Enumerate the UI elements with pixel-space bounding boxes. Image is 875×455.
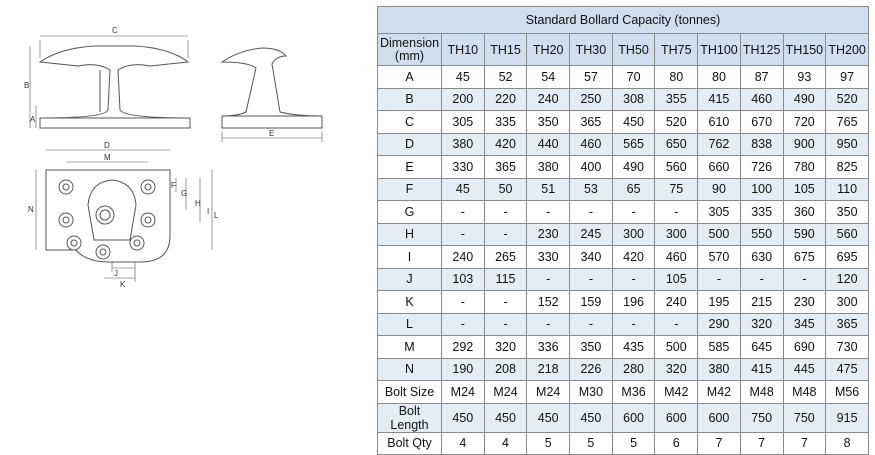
table-row <box>378 88 869 111</box>
table-cell: 53 <box>570 178 613 201</box>
table-cell: 350 <box>826 201 869 224</box>
table-cell: 360 <box>783 201 826 224</box>
table-cell: - <box>570 313 613 336</box>
table-cell: 190 <box>442 358 485 381</box>
table-cell: 590 <box>783 223 826 246</box>
table-row <box>378 246 869 269</box>
dim-label-j: J <box>114 269 118 278</box>
table-cell: 335 <box>740 201 783 224</box>
column-header: TH30 <box>570 34 613 66</box>
column-header: TH100 <box>698 34 741 66</box>
row-label: F <box>378 178 442 201</box>
table-cell: 610 <box>698 111 741 134</box>
table-cell: 520 <box>655 111 698 134</box>
table-cell: 265 <box>484 246 527 269</box>
table-cell: 490 <box>783 88 826 111</box>
row-label: B <box>378 88 442 111</box>
table-cell: - <box>442 223 485 246</box>
dimension-header-unit: (mm) <box>394 48 425 63</box>
table-cell: 100 <box>740 178 783 201</box>
table-cell: 80 <box>655 66 698 89</box>
table-cell: - <box>484 201 527 224</box>
table-cell: 57 <box>570 66 613 89</box>
table-cell: 450 <box>570 403 613 432</box>
table-row <box>378 111 869 134</box>
table-cell: 330 <box>527 246 570 269</box>
table-cell: - <box>484 291 527 314</box>
table-cell: M42 <box>655 381 698 404</box>
table-cell: - <box>570 201 613 224</box>
table-cell: 335 <box>484 111 527 134</box>
dimension-header <box>378 34 442 66</box>
dim-label-a: A <box>30 115 36 124</box>
table-cell: 900 <box>783 133 826 156</box>
table-cell: 50 <box>484 178 527 201</box>
table-cell: 8 <box>826 432 869 455</box>
table-cell: 103 <box>442 268 485 291</box>
table-cell: - <box>442 313 485 336</box>
table-cell: 240 <box>655 291 698 314</box>
table-cell: 245 <box>570 223 613 246</box>
table-cell: 600 <box>698 403 741 432</box>
table-cell: 415 <box>740 358 783 381</box>
table-cell: 560 <box>655 156 698 179</box>
table-cell: - <box>698 268 741 291</box>
table-cell: 550 <box>740 223 783 246</box>
table-cell: 290 <box>698 313 741 336</box>
table-cell: 75 <box>655 178 698 201</box>
table-cell: - <box>570 268 613 291</box>
table-cell: 500 <box>655 336 698 359</box>
row-label: I <box>378 246 442 269</box>
table-cell: 762 <box>698 133 741 156</box>
table-cell: 292 <box>442 336 485 359</box>
table-cell: 585 <box>698 336 741 359</box>
table-row <box>378 268 869 291</box>
table-cell: 300 <box>655 223 698 246</box>
table-cell: 650 <box>655 133 698 156</box>
table-cell: 490 <box>612 156 655 179</box>
column-header: TH75 <box>655 34 698 66</box>
table-cell: 230 <box>783 291 826 314</box>
table-cell: 730 <box>826 336 869 359</box>
table-cell: 445 <box>783 358 826 381</box>
row-label: N <box>378 358 442 381</box>
table-cell: 415 <box>698 88 741 111</box>
table-cell: 726 <box>740 156 783 179</box>
table-cell: 450 <box>442 403 485 432</box>
table-cell: 950 <box>826 133 869 156</box>
table-cell: 54 <box>527 66 570 89</box>
table-cell: 450 <box>527 403 570 432</box>
table-row <box>378 313 869 336</box>
row-label: J <box>378 268 442 291</box>
table-cell: 230 <box>527 223 570 246</box>
column-header: TH15 <box>484 34 527 66</box>
table-cell: 226 <box>570 358 613 381</box>
table-cell: 645 <box>740 336 783 359</box>
table-cell: 380 <box>527 156 570 179</box>
table-cell: 630 <box>740 246 783 269</box>
row-label: M <box>378 336 442 359</box>
dim-label-g: G <box>181 189 188 198</box>
dim-label-l: L <box>214 211 219 220</box>
table-cell: 600 <box>655 403 698 432</box>
table-cell: 45 <box>442 66 485 89</box>
table-cell: M24 <box>442 381 485 404</box>
table-cell: 240 <box>527 88 570 111</box>
dim-label-f: F <box>171 181 176 190</box>
table-cell: 460 <box>655 246 698 269</box>
table-cell: 340 <box>570 246 613 269</box>
row-label: Bolt Size <box>378 381 442 404</box>
table-cell: M24 <box>484 381 527 404</box>
table-cell: - <box>484 313 527 336</box>
table-cell: - <box>527 268 570 291</box>
table-row <box>378 133 869 156</box>
table-cell: 240 <box>442 246 485 269</box>
row-label: E <box>378 156 442 179</box>
table-cell: 215 <box>740 291 783 314</box>
row-label: C <box>378 111 442 134</box>
table-cell: 695 <box>826 246 869 269</box>
table-cell: 838 <box>740 133 783 156</box>
table-cell: 6 <box>655 432 698 455</box>
table-cell: 570 <box>698 246 741 269</box>
dim-label-d: D <box>104 141 110 150</box>
column-header: TH50 <box>612 34 655 66</box>
table-row <box>378 178 869 201</box>
table-cell: 460 <box>570 133 613 156</box>
table-cell: 350 <box>527 111 570 134</box>
dim-label-n: N <box>28 205 34 214</box>
table-cell: 365 <box>484 156 527 179</box>
column-header-row <box>378 34 869 66</box>
table-cell: - <box>655 313 698 336</box>
table-row <box>378 156 869 179</box>
table-cell: 5 <box>527 432 570 455</box>
row-label: K <box>378 291 442 314</box>
table-cell: 380 <box>442 133 485 156</box>
table-cell: - <box>442 201 485 224</box>
table-cell: 400 <box>570 156 613 179</box>
table-cell: 450 <box>484 403 527 432</box>
table-row <box>378 291 869 314</box>
dim-label-b: B <box>24 81 30 90</box>
table-body <box>378 66 869 455</box>
row-label: D <box>378 133 442 156</box>
table-cell: M48 <box>740 381 783 404</box>
table-cell: 440 <box>527 133 570 156</box>
table-cell: 435 <box>612 336 655 359</box>
bollard-capacity-table <box>377 6 869 455</box>
table-cell: - <box>612 201 655 224</box>
table-cell: 208 <box>484 358 527 381</box>
table-row <box>378 403 869 432</box>
column-header: TH125 <box>740 34 783 66</box>
table-row <box>378 336 869 359</box>
column-header: TH200 <box>826 34 869 66</box>
table-cell: 720 <box>783 111 826 134</box>
dim-label-h: H <box>195 199 201 208</box>
table-cell: 105 <box>783 178 826 201</box>
side-view <box>222 48 322 142</box>
table-cell: 380 <box>698 358 741 381</box>
table-cell: - <box>783 268 826 291</box>
table-cell: 750 <box>783 403 826 432</box>
table-cell: 320 <box>484 336 527 359</box>
table-cell: 152 <box>527 291 570 314</box>
table-cell: 4 <box>484 432 527 455</box>
table-cell: 300 <box>826 291 869 314</box>
table-cell: 5 <box>570 432 613 455</box>
dim-label-e: E <box>269 129 275 138</box>
table-cell: 600 <box>612 403 655 432</box>
column-header: TH20 <box>527 34 570 66</box>
row-label: L <box>378 313 442 336</box>
table-cell: - <box>527 313 570 336</box>
table-cell: - <box>527 201 570 224</box>
table-cell: 120 <box>826 268 869 291</box>
table-cell: 675 <box>783 246 826 269</box>
table-cell: 280 <box>612 358 655 381</box>
column-header: TH150 <box>783 34 826 66</box>
table-cell: M30 <box>570 381 613 404</box>
table-cell: 7 <box>698 432 741 455</box>
table-cell: 300 <box>612 223 655 246</box>
column-header: TH10 <box>442 34 485 66</box>
table-cell: 97 <box>826 66 869 89</box>
table-cell: 7 <box>783 432 826 455</box>
table-row <box>378 66 869 89</box>
table-cell: 690 <box>783 336 826 359</box>
table-cell: - <box>655 201 698 224</box>
table-cell: 320 <box>740 313 783 336</box>
table-cell: 365 <box>826 313 869 336</box>
table-cell: 87 <box>740 66 783 89</box>
table-cell: M48 <box>783 381 826 404</box>
table-cell: M36 <box>612 381 655 404</box>
table-cell: 520 <box>826 88 869 111</box>
table-title: Standard Bollard Capacity (tonnes) <box>378 7 869 34</box>
table-cell: 660 <box>698 156 741 179</box>
table-cell: 195 <box>698 291 741 314</box>
table-cell: 475 <box>826 358 869 381</box>
table-cell: 4 <box>442 432 485 455</box>
dimension-header-label: Dimension <box>379 35 440 50</box>
table-cell: 93 <box>783 66 826 89</box>
table-cell: 365 <box>570 111 613 134</box>
table-cell: 420 <box>612 246 655 269</box>
front-view <box>30 36 190 128</box>
dim-label-i: I <box>207 207 210 216</box>
dim-label-k: K <box>120 280 126 289</box>
table-cell: 115 <box>484 268 527 291</box>
table-cell: 305 <box>442 111 485 134</box>
bollard-technical-drawing <box>0 0 360 434</box>
table-row <box>378 381 869 404</box>
row-label: A <box>378 66 442 89</box>
table-cell: 80 <box>698 66 741 89</box>
table-cell: 7 <box>740 432 783 455</box>
table-cell: - <box>484 223 527 246</box>
table-cell: 218 <box>527 358 570 381</box>
table-cell: 305 <box>698 201 741 224</box>
table-cell: 336 <box>527 336 570 359</box>
table-cell: M56 <box>826 381 869 404</box>
table-cell: 105 <box>655 268 698 291</box>
table-cell: 45 <box>442 178 485 201</box>
table-cell: 765 <box>826 111 869 134</box>
table-cell: 159 <box>570 291 613 314</box>
table-cell: 330 <box>442 156 485 179</box>
table-cell: 70 <box>612 66 655 89</box>
table-cell: 355 <box>655 88 698 111</box>
table-cell: - <box>612 313 655 336</box>
dim-label-c: C <box>112 26 118 35</box>
table-cell: 420 <box>484 133 527 156</box>
table-cell: 345 <box>783 313 826 336</box>
row-label: G <box>378 201 442 224</box>
table-row <box>378 223 869 246</box>
table-cell: 825 <box>826 156 869 179</box>
table-cell: - <box>612 268 655 291</box>
table-cell: 500 <box>698 223 741 246</box>
table-cell: 670 <box>740 111 783 134</box>
table-cell: 90 <box>698 178 741 201</box>
table-cell: 780 <box>783 156 826 179</box>
table-cell: 250 <box>570 88 613 111</box>
table-cell: 196 <box>612 291 655 314</box>
table-cell: 65 <box>612 178 655 201</box>
table-cell: 350 <box>570 336 613 359</box>
row-label: Bolt Qty <box>378 432 442 455</box>
table-cell: 220 <box>484 88 527 111</box>
table-cell: 750 <box>740 403 783 432</box>
table-cell: 308 <box>612 88 655 111</box>
table-cell: 565 <box>612 133 655 156</box>
table-cell: 320 <box>655 358 698 381</box>
table-cell: 915 <box>826 403 869 432</box>
table-cell: 51 <box>527 178 570 201</box>
table-cell: M24 <box>527 381 570 404</box>
row-label: H <box>378 223 442 246</box>
table-cell: 52 <box>484 66 527 89</box>
table-cell: 460 <box>740 88 783 111</box>
table-cell: 560 <box>826 223 869 246</box>
table-cell: - <box>442 291 485 314</box>
table-row <box>378 201 869 224</box>
table-cell: 110 <box>826 178 869 201</box>
table-cell: 5 <box>612 432 655 455</box>
row-label: Bolt Length <box>378 403 442 432</box>
table-row <box>378 432 869 455</box>
dim-label-m: M <box>104 153 111 162</box>
plan-view <box>36 150 212 282</box>
table-cell: 200 <box>442 88 485 111</box>
table-cell: - <box>740 268 783 291</box>
table-cell: 450 <box>612 111 655 134</box>
table-row <box>378 358 869 381</box>
table-cell: M42 <box>698 381 741 404</box>
